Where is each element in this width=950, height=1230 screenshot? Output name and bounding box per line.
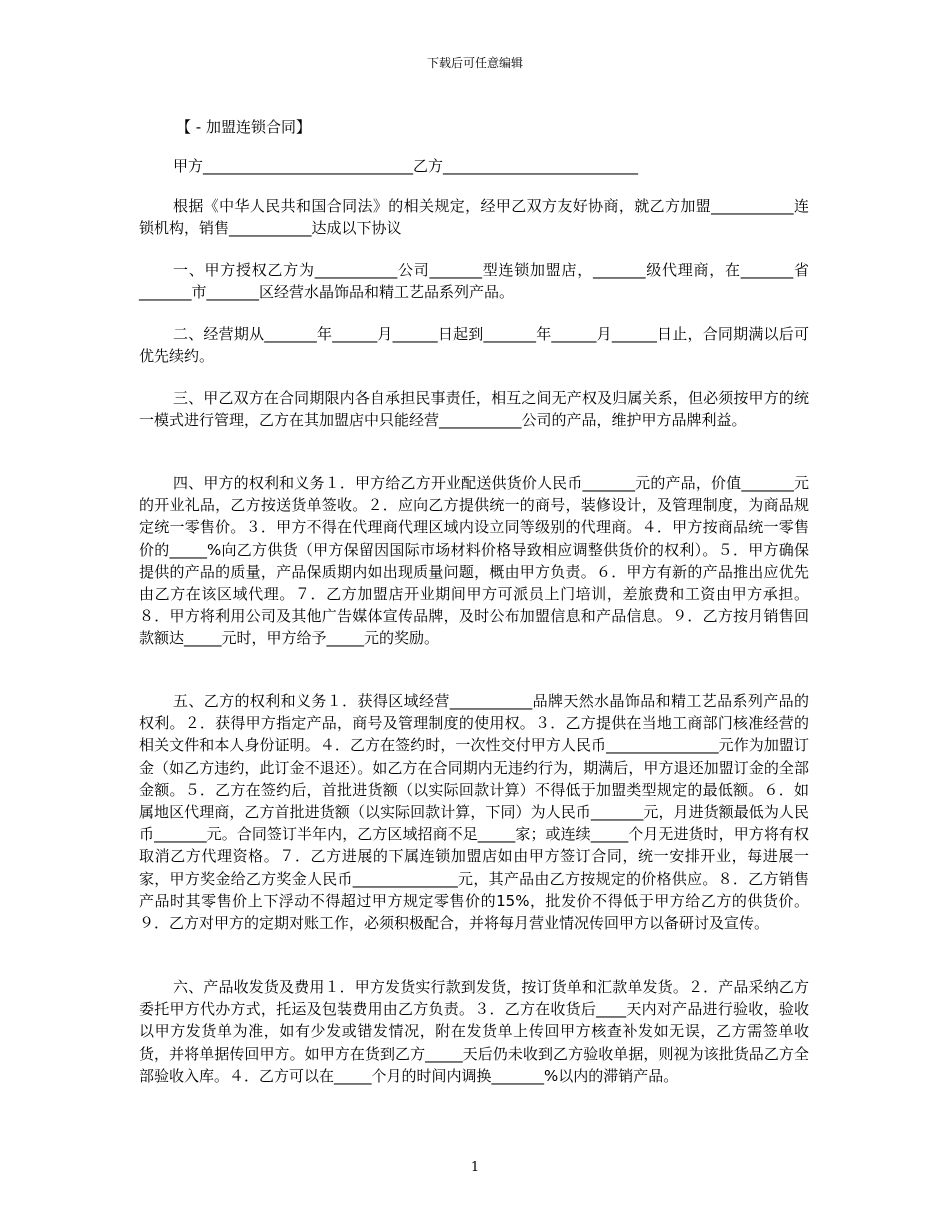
- paragraph-clause-3: [139, 387, 809, 431]
- parties-line: 甲方____________________________乙方__________________________: [173, 157, 639, 175]
- paragraph-text: 三、甲乙双方在合同期限内各自承担民事责任，相互之间无产权及归属关系，但必须按甲方的统一模式进行管理，乙方在其加盟店中只能经营___________公司的产品，维护甲方品牌利益。: [139, 389, 809, 430]
- paragraph-text: 六、产品收发货及费用１．甲方发货实行款到发货，按订货单和汇款单发货。２．产品采纳乙方委托甲方代办方式，托运及包装费用由乙方负责。３．乙方在收货后____天内对产品进行验收，验收以甲方发货单为准，如有少发或错发情况，附在发货单上传回甲方核查补发如无误，乙方需签单收货，并将单据传回甲方。如甲方在货到乙方_____天后仍未收到乙方验收单据，则视为该批货品乙方全部验收入库。４．乙方可以在_____个月的时间内调换_______%以内的滞销产品。: [139, 978, 809, 1085]
- paragraph-clause-5: [139, 690, 809, 934]
- paragraph-text: 五、乙方的权利和义务１．获得区域经营___________品牌天然水晶饰品和精工艺品系列产品的权利。２．获得甲方指定产品，商号及管理制度的使用权。３．乙方提供在当地工商部门核准经营的相关文件和本人身份证明。４．乙方在签约时，一次性交付甲方人民币_______________元作为加盟订金（如乙方违约，此订金不退还）。如乙方在合同期内无违约行为，期满后，甲方退还加盟订金的全部金额。５．乙方在签约后，首批进货额（以实际回款计算）不得低于加盟类型规定的最低额。６．如属地区代理商，乙方首批进货额（以实际回款计算，下同）为人民币_______元，月进货额最低为人民币_______元。合同签订半年内，乙方区域招商不足_____家；或连续_____个月无进货时，甲方将有权取消乙方代理资格。７．乙方进展的下属连锁加盟店如由甲方签订合同，统一安排开业，每进展一家，甲方奖金给乙方奖金人民币______________元，其产品由乙方按规定的价格供应。８．乙方销售产品时其零售价上下浮动不得超过甲方规定零售价的15%，批发价不得低于甲方给乙方的供货价。９．乙方对甲方的定期对账工作，必须积极配合，并将每月营业情况传回甲方以备研讨及宣传。: [139, 692, 809, 933]
- paragraph-clause-6: [139, 976, 809, 1087]
- paragraph-clause-4: [139, 472, 809, 650]
- paragraph-clause-2: [139, 323, 809, 367]
- page-header: 下载后可任意编辑: [426, 56, 523, 70]
- paragraph-text: 二、经营期从_______年______月______日起到_______年______月______日止，合同期满以后可优先续约。: [139, 325, 809, 366]
- paragraph-text: 一、甲方授权乙方为___________公司_______型连锁加盟店，_______级代理商，在_______省_______市_______区经营水晶饰品和精工艺品系列产品。: [139, 261, 809, 302]
- paragraph-text: 四、甲方的权利和义务１．甲方给乙方开业配送供货价人民币_______元的产品，价值_______元的开业礼品，乙方按送货单签收。２．应向乙方提供统一的商号，装修设计，及管理制度，为商品规定统一零售价。３．甲方不得在代理商代理区域内设立同等级别的代理商。４．甲方按商品统一零售价的_____%向乙方供货（甲方保留因国际市场材料价格导致相应调整供货价的权利）。５．甲方确保提供的产品的质量，产品保质期内如出现质量问题，概由甲方负责。６．甲方有新的产品推出应优先由乙方在该区域代理。７．乙方加盟店开业期间甲方可派员上门培训，差旅费和工资由甲方承担。８．甲方将利用公司及其他广告媒体宣传品牌，及时公布加盟信息和产品信息。９．乙方按月销售回款额达_____元时，甲方给予_____元的奖励。: [139, 474, 809, 648]
- paragraph-clause-1: [139, 259, 809, 303]
- paragraph-text: 根据《中华人民共和国合同法》的相关规定，经甲乙双方友好协商，就乙方加盟___________连锁机构，销售___________达成以下协议: [139, 197, 809, 238]
- document-title: 【 - 加盟连锁合同】: [176, 118, 311, 136]
- paragraph-preamble: [139, 195, 809, 239]
- page-number: 1: [470, 1160, 480, 1175]
